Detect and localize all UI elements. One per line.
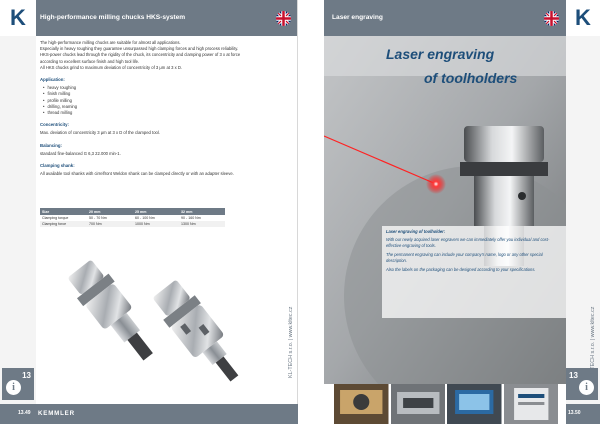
spine-text: KL-TECH s.r.o. | www.kltec.cz [590, 306, 596, 378]
table-cell: 1300 Nm [179, 221, 225, 227]
table-header-row [40, 208, 225, 215]
thumbnail-image [504, 384, 559, 424]
text-box-paragraph: The permanent engraving can include your company's name, logo or any other special description. [386, 252, 543, 263]
page-number: 13.50 [568, 410, 581, 416]
table-row [40, 221, 225, 227]
chuck-image-1 [63, 256, 163, 369]
photo-title-line-2: of toolholders [424, 70, 518, 86]
concentricity-title: Concentricity: [40, 122, 69, 128]
balancing-title: Balancing: [40, 142, 62, 148]
chapter-badge [2, 368, 34, 400]
logo-letter: K [10, 5, 26, 30]
table-cell: 700 Nm [87, 221, 133, 227]
thumbnail-image [447, 384, 502, 424]
brand-name: KEMMLER [38, 410, 75, 417]
thumbnail-image [391, 384, 446, 424]
clamping-shank-title: Clamping shank: [40, 163, 75, 169]
list-item: • profile milling [43, 98, 290, 104]
left-footer [0, 404, 298, 424]
intro-line: All HKS chucks grind to maximum deviation of concentricity of 3 μm at 3 x D. [40, 64, 183, 70]
list-item: • finish milling [43, 91, 290, 97]
table-cell: Clamping torque [40, 215, 87, 221]
left-page [0, 0, 298, 424]
left-body-text [40, 40, 290, 177]
list-item: • drilling, reaming [43, 104, 290, 110]
intro-line: according to excellent surface finish and high tool life. [40, 58, 140, 64]
clamping-shank-text: All available tool shanks with cirrelfront Weldon shank can be clamped directly or with an adapter sleeve. [40, 171, 234, 177]
table-cell: 1000 Nm [133, 221, 179, 227]
left-side-rail [0, 0, 36, 424]
logo [566, 0, 600, 36]
page-number: 13.49 [18, 410, 31, 416]
table-header: 20 mm [87, 208, 133, 215]
spine-text: KL-TECH s.r.o. | www.kltec.cz [288, 306, 294, 378]
page-title: Laser engraving [332, 14, 383, 21]
intro-text [40, 40, 290, 71]
text-box-paragraph: With our newly acquired laser engravers we can immediately offer you individual and cost-effective engraving of tools. [386, 237, 550, 248]
application-title: Application: [40, 77, 65, 83]
info-icon: i [6, 380, 21, 395]
right-page-header [324, 0, 566, 36]
table-cell: 90 - 160 Nm [179, 215, 225, 221]
spec-table [40, 208, 225, 227]
chapter-number: 13 [569, 371, 578, 380]
uk-flag-icon [544, 11, 559, 26]
info-icon: i [579, 380, 594, 395]
right-footer [566, 404, 600, 424]
page-title: High-performance milling chucks HKS-system [40, 14, 186, 21]
left-page-header [36, 0, 297, 36]
table-header: 32 mm [179, 208, 225, 215]
photo-title-line-1: Laser engraving [386, 46, 495, 62]
list-item: • heavy roughing [43, 85, 290, 91]
thumbnail-image [334, 384, 389, 424]
table-header: 25 mm [133, 208, 179, 215]
uk-flag-icon [276, 11, 291, 26]
chapter-number: 13 [22, 371, 31, 380]
text-box-title: Laser engraving of toolholder: [386, 229, 446, 234]
application-list [40, 85, 290, 116]
table-header: Size [40, 208, 87, 215]
engraving-text-box [382, 226, 566, 318]
chuck-product-images [40, 238, 260, 388]
intro-line: Especially in heavy roughing they guarantee unsurpassed high clamping forces and high process reliability. [40, 46, 239, 52]
balancing-text: standard fine-balanced G 6,3 22.000 min-1. [40, 150, 121, 156]
chuck-image-2 [148, 276, 250, 388]
intro-line: The high-performance milling chucks are suitable for almost all applications. [40, 40, 181, 45]
table-cell: Clamping force [40, 221, 87, 227]
laser-engraving-photo [324, 36, 566, 384]
concentricity-text: Max. deviation of concentricity 3 μm at 3 x D of the clamped tool. [40, 130, 160, 136]
thumbnail-strip [334, 384, 558, 424]
intro-line: HKS-power chucks lead through the rigidity of the chuck, its concentricity and clamping power of 3 x at force [40, 52, 241, 58]
table-cell: 60 - 100 Nm [133, 215, 179, 221]
text-box-paragraph: Also the labels on the packaging can be designed according to your specifications. [386, 267, 536, 272]
logo-letter: K [575, 5, 591, 30]
logo [0, 0, 36, 36]
list-item: • thread milling [43, 110, 290, 116]
table-cell: 50 - 70 Nm [87, 215, 133, 221]
